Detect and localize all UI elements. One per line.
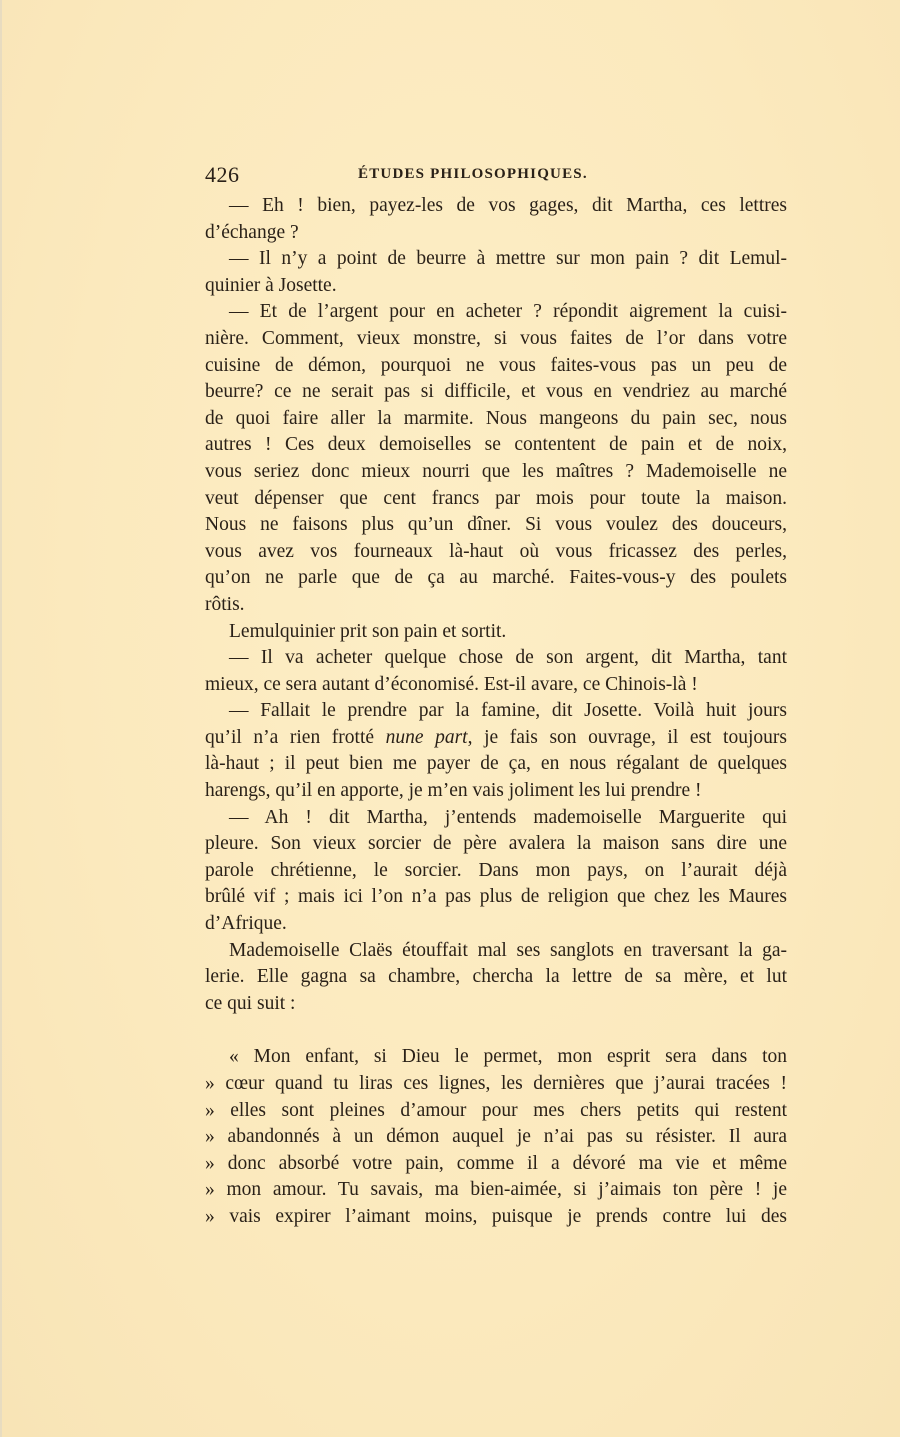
paragraph-gap [205, 1017, 787, 1044]
text-line: pleure. Son vieux sorcier de père avalera la maison sans dire une [205, 833, 787, 855]
text-line: — Eh ! bien, payez-les de vos gages, dit Martha, ces lettres [229, 195, 787, 216]
letter-line: » abandonnés à un démon auquel je n’ai pas su résister. Il aura [205, 1126, 787, 1148]
page-header [205, 162, 787, 190]
text-line: autres ! Ces deux demoiselles se contentent de pain et de noix, [205, 434, 787, 456]
italic-text: nune part [385, 726, 468, 748]
text-line: d’Afrique. [205, 913, 287, 935]
text-line: — Ah ! dit Martha, j’entends mademoiselle Marguerite qui [229, 806, 787, 828]
text-line: là-haut ; il peut bien me payer de ça, en nous régalant de quelques [205, 753, 787, 775]
paragraph [205, 619, 787, 646]
paragraph [205, 246, 787, 299]
text-line: quinier à Josette. [205, 274, 337, 296]
paragraphs [205, 193, 787, 1017]
text-line: mieux, ce sera autant d’économisé. Est-il avare, ce Chinois-là ! [205, 673, 698, 695]
text-line: ce qui suit : [205, 992, 296, 1014]
paragraph [205, 645, 787, 698]
text-line: Mademoiselle Claës étouffait mal ses sanglots en traversant la ga- [229, 939, 787, 961]
text-line: de quoi faire aller la marmite. Nous mangeons du pain sec, nous [205, 407, 787, 429]
letter-line: » cœur quand tu liras ces lignes, les dernières que j’aurai tracées ! [205, 1073, 787, 1094]
letter-line: » donc absorbé votre pain, comme il a dévoré ma vie et même [205, 1152, 787, 1174]
text-line: qu’il n’a rien frotté nune part, je fais son ouvrage, il est toujours [205, 726, 787, 748]
letter-line: » elles sont pleines d’amour pour mes chers petits qui restent [205, 1099, 787, 1121]
text-line: — Il n’y a point de beurre à mettre sur mon pain ? dit Lemul- [229, 248, 787, 270]
body-text [205, 193, 787, 1231]
text-line: — Fallait le prendre par la famine, dit Josette. Voilà huit jours [229, 700, 787, 722]
text-line: d’échange ? [205, 221, 299, 243]
quoted-letter [205, 1044, 787, 1230]
text-line: brûlé vif ; mais ici l’on n’a pas plus de religion que chez les Maures [205, 886, 787, 908]
paragraph [205, 938, 787, 1018]
paragraph [205, 193, 787, 246]
text-line: harengs, qu’il en apporte, je m’en vais joliment les lui prendre ! [205, 780, 702, 802]
text-line: lerie. Elle gagna sa chambre, chercha la lettre de sa mère, et lut [205, 966, 787, 988]
letter-line: » mon amour. Tu savais, ma bien-aimée, si j’aimais ton père ! je [205, 1179, 787, 1201]
text-line: Nous ne faisons plus qu’un dîner. Si vous voulez des douceurs, [205, 514, 787, 536]
letter-line: » vais expirer l’aimant moins, puisque je prends contre lui des [205, 1205, 787, 1227]
text-line: Lemulquinier prit son pain et sortit. [229, 620, 507, 642]
page-number: 426 [205, 162, 240, 187]
paragraph [205, 299, 787, 618]
text-line: vous avez vos fourneaux là-haut où vous fricassez des perles, [205, 540, 787, 562]
text-line: — Il va acheter quelque chose de son argent, dit Martha, tant [229, 647, 787, 669]
text-line: qu’on ne parle que de ça au marché. Faites-vous-y des poulets [205, 567, 787, 589]
text-line: veut dépenser que cent francs par mois pour toute la maison. [205, 487, 787, 509]
text-line: rôtis. [205, 593, 245, 615]
text-line: vous seriez donc mieux nourri que les maîtres ? Mademoiselle ne [205, 460, 787, 482]
text-line: beurre? ce ne serait pas si difficile, et vous en vendriez au marché [205, 381, 787, 403]
running-title: ÉTUDES PHILOSOPHIQUES. [358, 166, 588, 182]
text-line: parole chrétienne, le sorcier. Dans mon pays, on l’aurait déjà [205, 859, 787, 881]
paragraph [205, 805, 787, 938]
paragraph [205, 698, 787, 804]
letter-line: « Mon enfant, si Dieu le permet, mon esprit sera dans ton [229, 1046, 787, 1068]
text-line: — Et de l’argent pour en acheter ? répondit aigrement la cuisi- [229, 301, 787, 323]
text-line: nière. Comment, vieux monstre, si vous faites de l’or dans votre [205, 327, 787, 349]
text-line: cuisine de démon, pourquoi ne vous faites-vous pas un peu de [205, 354, 787, 376]
